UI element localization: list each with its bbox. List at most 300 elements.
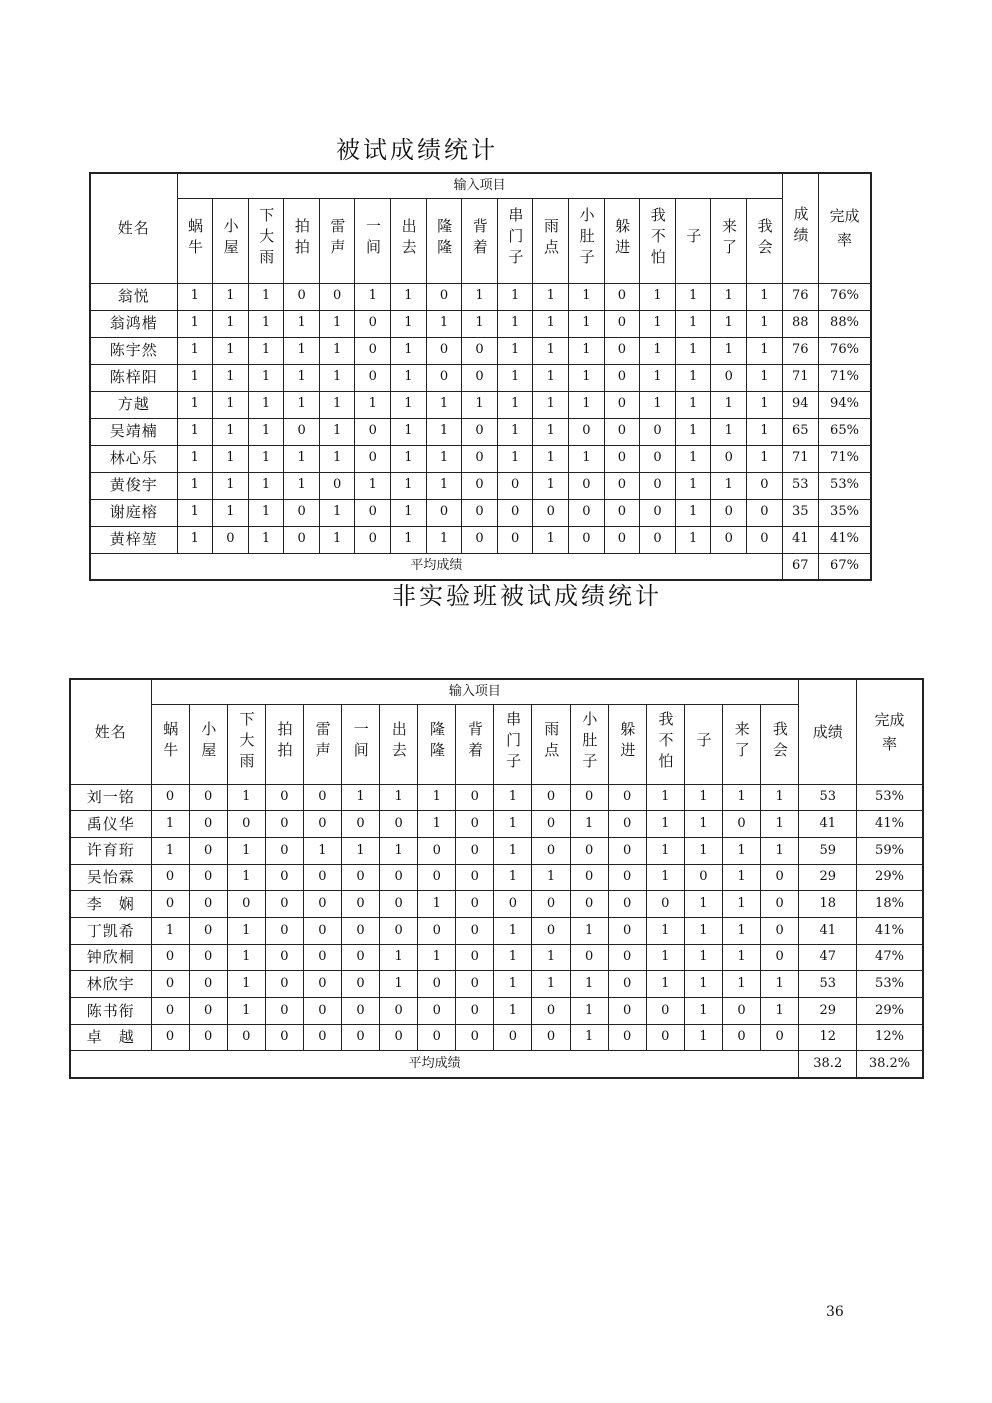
item-value: 0 [604,526,640,553]
item-header-label: 背着 [470,217,489,260]
item-value: 0 [426,364,462,391]
item-value: 0 [426,499,462,526]
item-value: 1 [319,418,355,445]
item-value: 1 [646,944,684,971]
item-value: 0 [570,864,608,891]
item-value: 0 [640,526,676,553]
page-number: 36 [826,1304,844,1320]
item-value: 0 [570,944,608,971]
table-row [70,784,923,811]
item-value: 1 [418,891,456,918]
item-header-label: 我不怕 [656,710,675,774]
item-value: 1 [177,499,213,526]
item-value: 1 [213,472,249,499]
item-value: 0 [684,864,722,891]
rate-value: 12% [857,1024,923,1051]
item-value: 0 [151,971,189,998]
item-value: 1 [640,337,676,364]
item-value: 1 [248,364,284,391]
item-value: 1 [747,445,783,472]
item-value: 0 [604,337,640,364]
item-value: 1 [675,337,711,364]
score-value: 71 [782,445,818,472]
item-value: 0 [189,837,227,864]
item-value: 1 [640,391,676,418]
item-value: 0 [608,971,646,998]
item-value: 1 [248,526,284,553]
rate-value: 41% [857,917,923,944]
average-score: 67 [782,553,818,580]
item-header-label: 雷声 [328,217,347,260]
item-value: 1 [213,337,249,364]
item-value: 1 [494,784,532,811]
item-value: 1 [722,917,760,944]
item-value: 1 [722,891,760,918]
item-value: 0 [189,891,227,918]
item-header [418,704,456,784]
item-value: 0 [456,891,494,918]
item-header [248,198,284,283]
table-row [90,283,871,310]
item-value: 0 [569,418,605,445]
item-value: 1 [640,283,676,310]
item-value: 1 [497,364,533,391]
item-header-label: 串门子 [506,207,525,271]
item-header-label: 蜗牛 [186,217,205,260]
rate-value: 41% [818,526,871,553]
score-value: 76 [782,283,818,310]
item-header-label: 背着 [466,721,485,764]
item-value: 0 [303,891,341,918]
item-value: 0 [569,499,605,526]
item-value: 1 [684,944,722,971]
table-row [90,310,871,337]
item-value: 0 [303,998,341,1025]
item-value: 0 [341,811,379,838]
item-header [380,704,418,784]
student-name: 陈梓阳 [90,364,177,391]
item-value: 1 [494,811,532,838]
item-value: 0 [456,864,494,891]
item-value: 1 [569,364,605,391]
item-value: 0 [341,864,379,891]
item-value: 1 [675,283,711,310]
item-value: 1 [646,864,684,891]
student-name: 黄梓堃 [90,526,177,553]
item-value: 1 [355,472,391,499]
score-value: 53 [782,472,818,499]
item-value: 1 [684,998,722,1025]
item-value: 0 [532,1024,570,1051]
item-value: 0 [608,837,646,864]
item-value: 1 [570,971,608,998]
item-value: 1 [355,391,391,418]
item-value: 1 [151,917,189,944]
item-value: 1 [711,391,747,418]
item-header [189,704,227,784]
score-value: 65 [782,418,818,445]
item-value: 0 [646,998,684,1025]
item-value: 0 [532,917,570,944]
item-value: 1 [284,364,320,391]
item-value: 0 [456,1024,494,1051]
item-value: 0 [341,971,379,998]
item-header [761,704,799,784]
table-row [70,1024,923,1051]
item-value: 1 [711,310,747,337]
score-value: 12 [799,1024,857,1051]
item-value: 0 [341,1024,379,1051]
item-header-label: 小肚子 [580,710,599,774]
item-value: 1 [761,784,799,811]
item-value: 1 [426,310,462,337]
average-rate: 38.2% [857,1051,923,1078]
item-value: 1 [497,418,533,445]
item-value: 0 [494,1024,532,1051]
item-value: 0 [265,784,303,811]
item-value: 1 [391,445,427,472]
item-value: 1 [533,364,569,391]
item-header-label: 一间 [364,217,383,260]
item-value: 0 [747,499,783,526]
item-value: 1 [711,472,747,499]
item-header [284,198,320,283]
score-value: 53 [799,971,857,998]
name-header: 姓名 [90,173,177,283]
item-value: 0 [418,917,456,944]
item-value: 0 [532,998,570,1025]
item-header [319,198,355,283]
score-value: 59 [799,837,857,864]
score-header-label: 成绩 [791,205,810,248]
item-header [711,198,747,283]
item-value: 0 [570,891,608,918]
item-header [355,198,391,283]
item-header [462,198,498,283]
rate-value: 47% [857,944,923,971]
item-value: 1 [761,837,799,864]
score-value: 53 [799,784,857,811]
item-value: 0 [456,837,494,864]
item-value: 1 [494,971,532,998]
item-value: 1 [248,310,284,337]
item-value: 0 [608,811,646,838]
score-header-label: 成绩 [812,722,843,741]
item-value: 1 [684,811,722,838]
item-header-label: 隆隆 [435,217,454,260]
table-row [90,418,871,445]
item-value: 0 [640,472,676,499]
item-value: 0 [189,998,227,1025]
rate-value: 94% [818,391,871,418]
item-value: 1 [177,364,213,391]
table2-title: 非实验班被试成绩统计 [392,582,662,610]
item-value: 0 [604,445,640,472]
item-value: 0 [380,811,418,838]
item-value: 0 [189,917,227,944]
item-header-label: 隆隆 [427,721,446,764]
item-value: 0 [533,499,569,526]
item-value: 1 [684,784,722,811]
item-value: 0 [604,499,640,526]
item-value: 1 [213,499,249,526]
item-value: 1 [319,526,355,553]
items-header: 输入项目 [151,679,799,704]
item-value: 0 [426,337,462,364]
item-header-label: 小肚子 [577,207,596,271]
score-value: 18 [799,891,857,918]
item-value: 0 [380,1024,418,1051]
item-value: 0 [151,998,189,1025]
item-header-label: 出去 [399,217,418,260]
item-value: 1 [722,971,760,998]
item-value: 0 [151,1024,189,1051]
score-header [799,679,857,784]
item-value: 0 [151,784,189,811]
item-value: 1 [248,391,284,418]
table-row [70,944,923,971]
item-value: 1 [177,418,213,445]
item-value: 0 [608,998,646,1025]
item-header-label: 小屋 [199,721,218,764]
rate-value: 88% [818,310,871,337]
item-value: 1 [213,310,249,337]
item-value: 1 [213,391,249,418]
table-row [90,526,871,553]
score-value: 29 [799,864,857,891]
item-value: 0 [570,784,608,811]
item-value: 1 [646,971,684,998]
item-value: 0 [355,418,391,445]
table-row [90,337,871,364]
score-value: 29 [799,998,857,1025]
item-value: 1 [497,337,533,364]
item-header [497,198,533,283]
item-value: 0 [341,917,379,944]
item-value: 0 [711,526,747,553]
item-value: 1 [646,837,684,864]
rate-value: 59% [857,837,923,864]
item-value: 1 [533,418,569,445]
item-value: 0 [151,891,189,918]
item-value: 1 [569,310,605,337]
rate-value: 71% [818,445,871,472]
score-value: 41 [782,526,818,553]
item-value: 1 [569,445,605,472]
item-value: 0 [341,944,379,971]
item-header-label: 拍拍 [275,721,294,764]
average-rate: 67% [818,553,871,580]
table-row [90,472,871,499]
item-value: 1 [722,837,760,864]
item-value: 1 [646,811,684,838]
item-value: 0 [319,283,355,310]
item-value: 0 [418,998,456,1025]
student-name: 丁凯希 [70,917,151,944]
rate-value: 35% [818,499,871,526]
item-value: 0 [303,1024,341,1051]
item-value: 1 [391,499,427,526]
student-name: 陈宇然 [90,337,177,364]
student-name: 林欣宇 [70,971,151,998]
rate-value: 53% [818,472,871,499]
student-name: 吴靖楠 [90,418,177,445]
item-value: 1 [533,526,569,553]
item-header [177,198,213,283]
item-header-label: 雨点 [542,721,561,764]
item-value: 1 [426,526,462,553]
item-value: 0 [761,891,799,918]
score-value: 35 [782,499,818,526]
item-value: 1 [248,337,284,364]
item-value: 1 [747,418,783,445]
item-value: 0 [355,337,391,364]
rate-header-label: 完成率 [829,207,860,250]
table-row [90,391,871,418]
item-value: 1 [497,283,533,310]
item-header [391,198,427,283]
item-value: 1 [248,472,284,499]
item-value: 1 [747,391,783,418]
rate-value: 65% [818,418,871,445]
item-header-label: 我会 [770,721,789,764]
item-value: 1 [177,310,213,337]
item-value: 0 [380,864,418,891]
item-header-label: 子 [694,731,713,753]
item-header [151,704,189,784]
item-value: 1 [177,472,213,499]
item-header-label: 雨点 [541,217,560,260]
item-value: 1 [747,283,783,310]
item-value: 1 [722,944,760,971]
item-value: 1 [284,445,320,472]
item-header-label: 蜗牛 [161,721,180,764]
student-name: 吴怡霖 [70,864,151,891]
item-value: 1 [227,944,265,971]
item-value: 0 [303,811,341,838]
item-value: 1 [391,283,427,310]
item-value: 0 [604,310,640,337]
item-value: 1 [462,391,498,418]
item-value: 1 [177,526,213,553]
item-value: 1 [227,971,265,998]
item-value: 1 [227,917,265,944]
item-value: 1 [284,391,320,418]
item-value: 0 [341,998,379,1025]
rate-value: 18% [857,891,923,918]
item-value: 1 [418,784,456,811]
student-name: 翁鸿楷 [90,310,177,337]
item-header-label: 躲进 [613,217,632,260]
item-value: 1 [319,310,355,337]
item-value: 1 [646,784,684,811]
item-value: 1 [177,283,213,310]
item-value: 1 [747,364,783,391]
item-value: 0 [711,445,747,472]
item-value: 0 [380,998,418,1025]
item-header [747,198,783,283]
item-value: 0 [303,917,341,944]
item-header [341,704,379,784]
student-name: 李 娴 [70,891,151,918]
item-value: 0 [341,891,379,918]
student-name: 钟欣桐 [70,944,151,971]
item-value: 1 [675,445,711,472]
item-value: 1 [319,391,355,418]
item-value: 0 [532,891,570,918]
item-header [675,198,711,283]
item-value: 0 [497,526,533,553]
item-value: 0 [604,418,640,445]
name-header: 姓名 [70,679,151,784]
student-name: 卓 越 [70,1024,151,1051]
item-value: 1 [462,283,498,310]
item-value: 0 [284,418,320,445]
item-value: 1 [684,1024,722,1051]
item-value: 1 [569,391,605,418]
item-value: 0 [265,837,303,864]
item-value: 1 [426,472,462,499]
item-value: 0 [570,837,608,864]
item-header-label: 雷声 [313,721,332,764]
item-value: 1 [227,784,265,811]
item-value: 1 [761,971,799,998]
item-value: 0 [426,283,462,310]
item-value: 1 [355,283,391,310]
table-row [90,499,871,526]
item-value: 1 [711,418,747,445]
item-value: 0 [608,864,646,891]
item-value: 1 [494,864,532,891]
student-name: 许育珩 [70,837,151,864]
item-value: 0 [532,811,570,838]
score-value: 88 [782,310,818,337]
item-value: 1 [675,364,711,391]
item-value: 0 [640,418,676,445]
table-row [70,811,923,838]
item-value: 1 [213,418,249,445]
item-value: 0 [456,998,494,1025]
item-value: 1 [151,811,189,838]
item-value: 1 [391,364,427,391]
item-value: 0 [456,971,494,998]
average-label: 平均成绩 [70,1051,799,1078]
item-value: 0 [151,944,189,971]
item-value: 1 [533,283,569,310]
student-name: 禹仪华 [70,811,151,838]
item-value: 1 [494,837,532,864]
item-value: 1 [684,891,722,918]
score-value: 94 [782,391,818,418]
item-value: 1 [341,837,379,864]
item-value: 1 [494,944,532,971]
score-value: 41 [799,811,857,838]
item-value: 1 [177,391,213,418]
item-header [265,704,303,784]
item-value: 0 [265,864,303,891]
item-value: 0 [604,391,640,418]
item-value: 0 [355,445,391,472]
item-header-label: 出去 [389,721,408,764]
table-row [70,971,923,998]
item-value: 0 [711,499,747,526]
item-value: 0 [213,526,249,553]
item-value: 0 [189,944,227,971]
item-value: 0 [227,811,265,838]
item-value: 1 [319,337,355,364]
item-value: 1 [675,526,711,553]
item-value: 1 [570,998,608,1025]
